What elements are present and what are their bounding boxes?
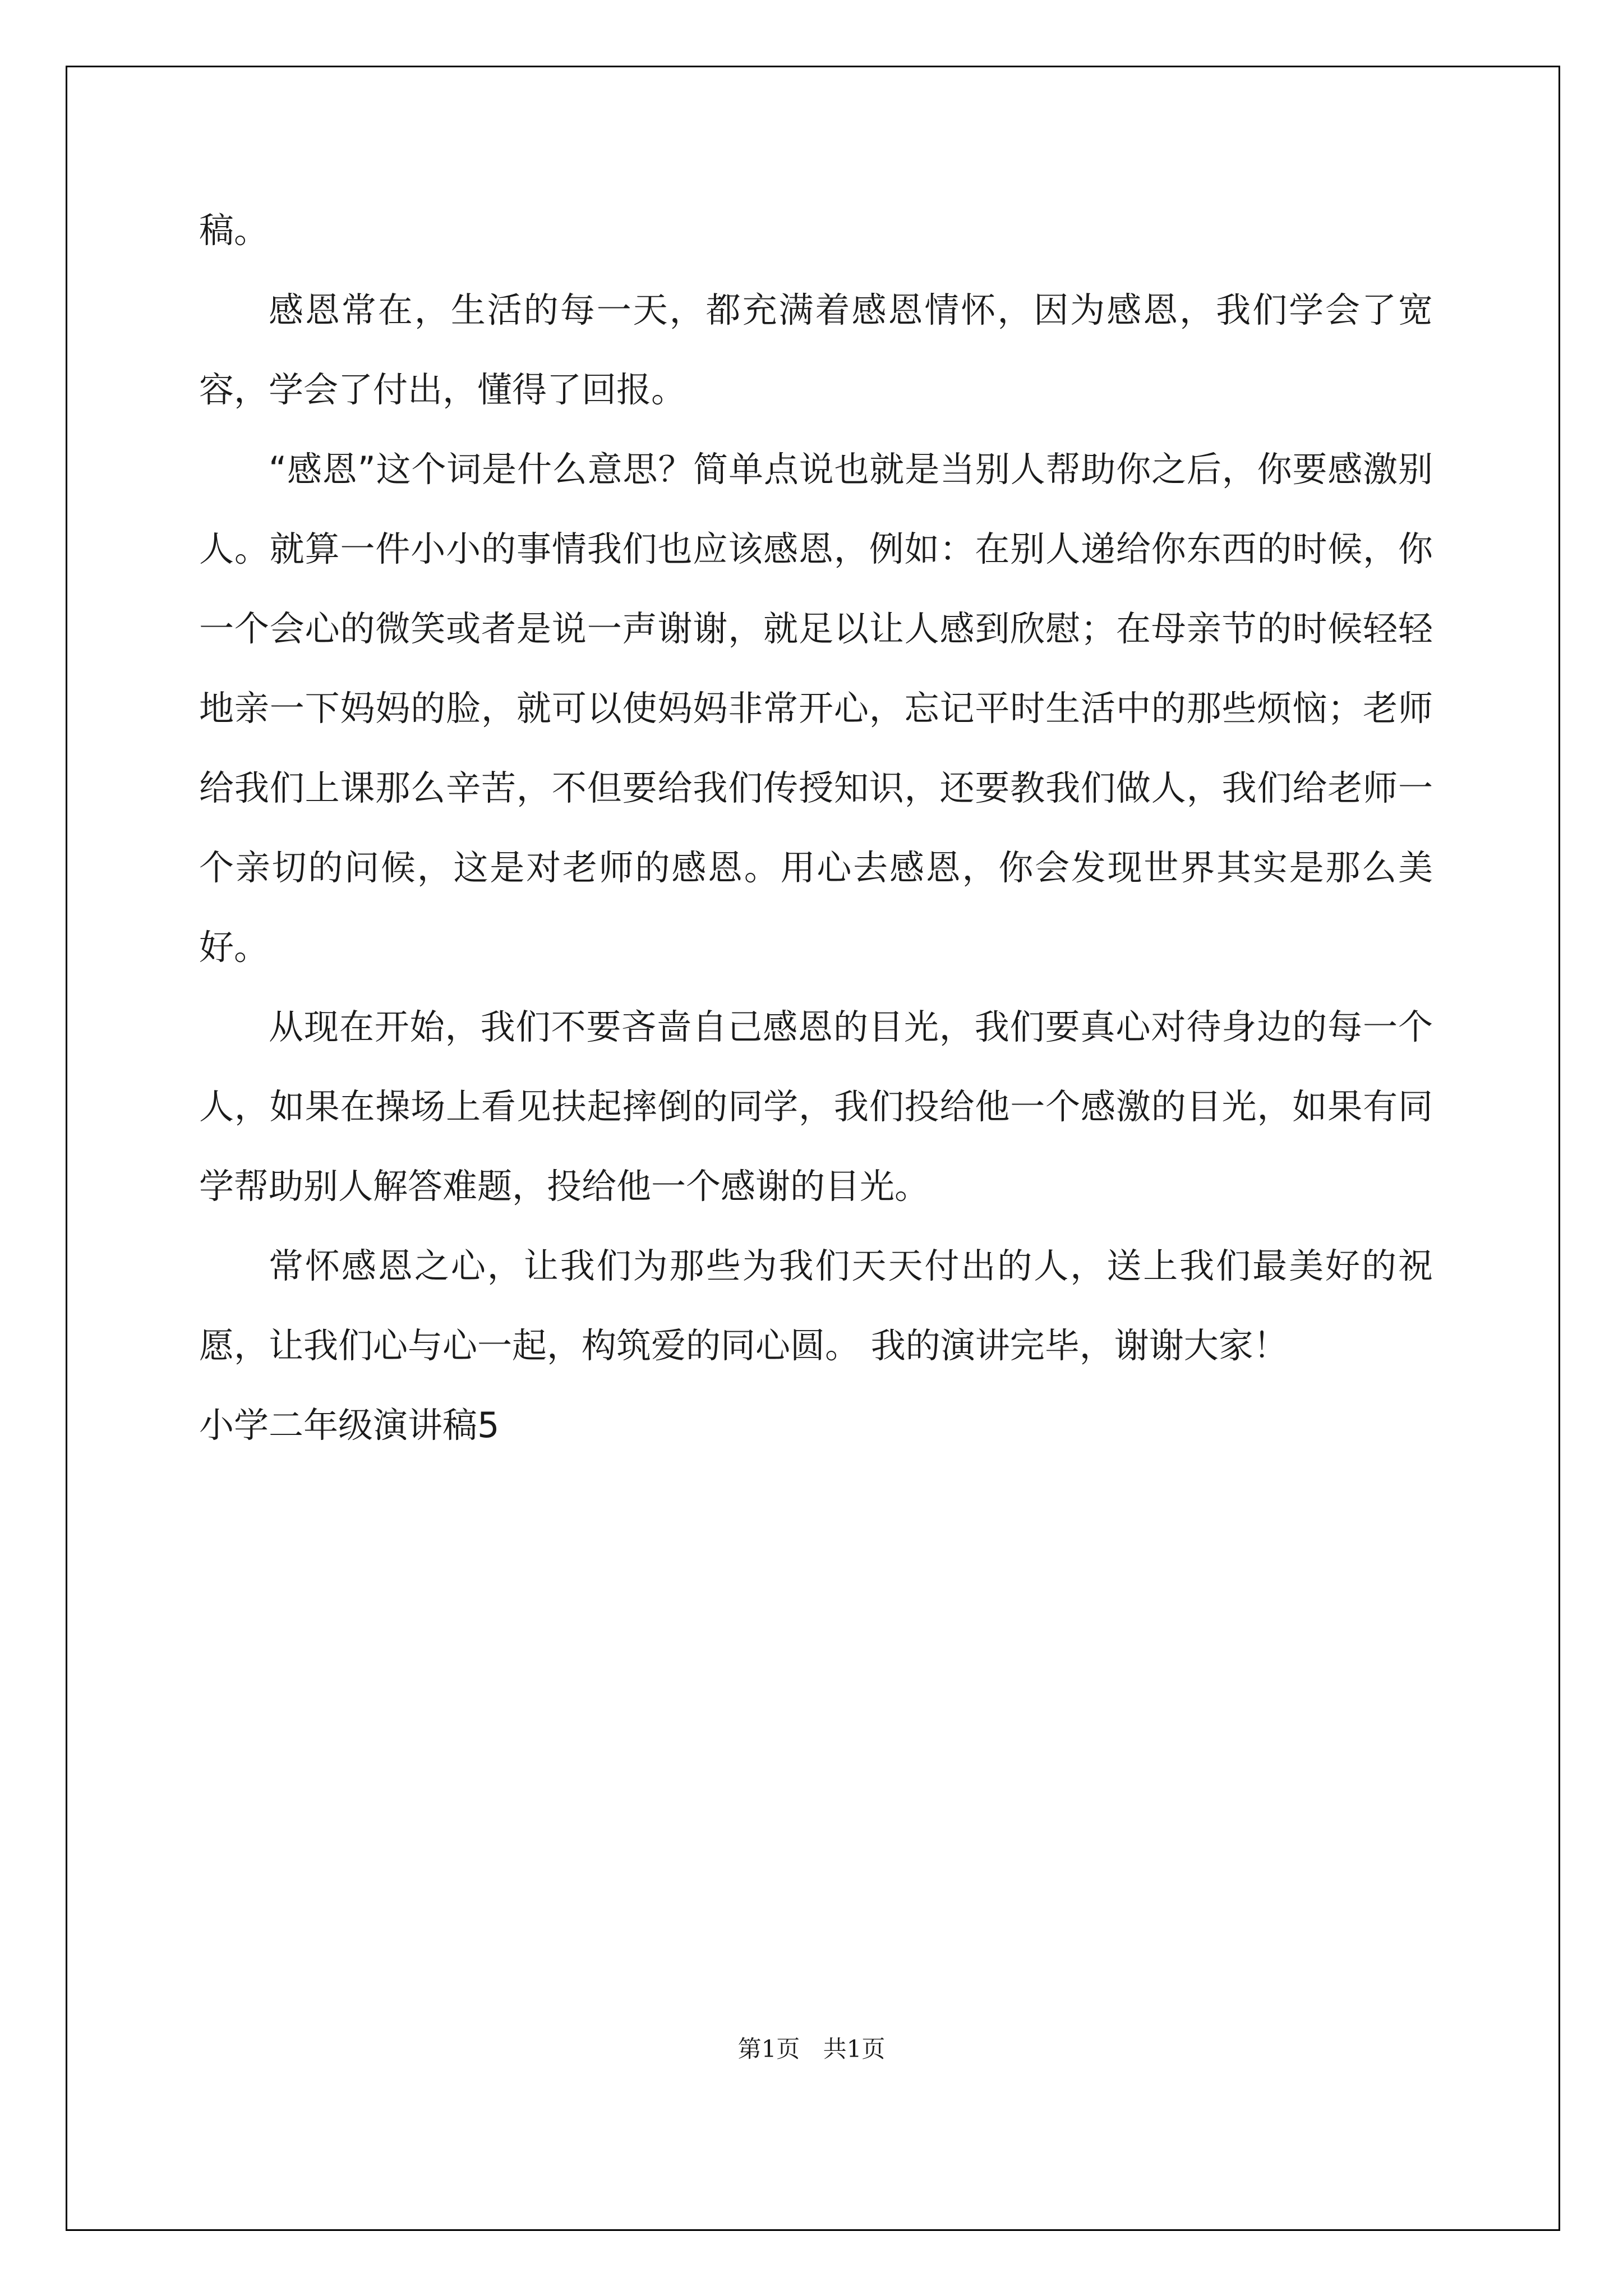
document-body	[199, 191, 1433, 1465]
paragraph: 稿。	[199, 210, 269, 251]
section-heading: 小学二年级演讲稿5	[199, 1405, 500, 1446]
paragraph: 从现在开始，我们不要吝啬自己感恩的目光，我们要真心对待身边的每一个人，如果在操场上看见扶起摔倒的同学，我们投给他一个感激的目光，如果有同学帮助别人解答难题，投给他一个感谢的目光。	[199, 1006, 1433, 1207]
paragraph: 常怀感恩之心，让我们为那些为我们天天付出的人，送上我们最美好的祝愿，让我们心与心一起，构筑爱的同心圆。 我的演讲完毕，谢谢大家！	[199, 1245, 1433, 1366]
paragraph: 感恩常在，生活的每一天，都充满着感恩情怀，因为感恩，我们学会了宽容，学会了付出，懂得了回报。	[199, 289, 1433, 410]
page-number: 第1页	[737, 2035, 800, 2063]
paragraph: “感恩”这个词是什么意思？简单点说也就是当别人帮助你之后，你要感激别人。就算一件小小的事情我们也应该感恩，例如：在别人递给你东西的时候，你一个会心的微笑或者是说一声谢谢，就足以让人感到欣慰；在母亲节的时候轻轻地亲一下妈妈的脸，就可以使妈妈非常开心，忘记平时生活中的那些烦恼；老师给我们上课那么辛苦，不但要给我们传授知识，还要教我们做人，我们给老师一个亲切的问候，这是对老师的感恩。用心去感恩，你会发现世界其实是那么美好。	[199, 449, 1433, 968]
page-total: 共1页	[823, 2035, 886, 2063]
page-footer	[0, 2031, 1623, 2064]
